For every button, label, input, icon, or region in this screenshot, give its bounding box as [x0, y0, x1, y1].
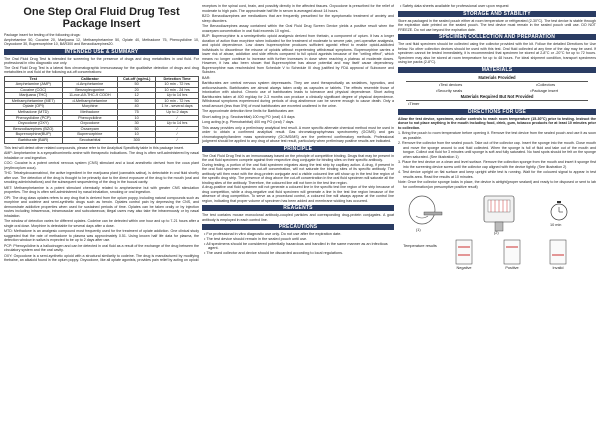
materials-required-heading: Materials Required But Not Provided — [406, 94, 588, 101]
test-device-icon — [476, 192, 522, 232]
calibrator-table-row — [5, 138, 199, 144]
table-cell: Barbiturate (BAR) — [5, 138, 63, 144]
table-cell: Methamphetamine (MET) — [5, 98, 63, 104]
precaution-item: • The used collector and device should be discarded according to local regulations. — [204, 251, 344, 256]
table-cell: 10 min - 24 hrs — [156, 87, 199, 93]
table-cell: Marijuana (THC) — [5, 93, 63, 99]
principle-text: The Oral Fluid Drug Test is an immunoassay based on the principle of competitive binding. Drugs that may be present in the oral fluid specimen compete against their respective drug conjugate for binding sites on their specific antibody. During testing, a portion of the oral fluid specimen migrates along the test strip by capillary action. A drug, if present in the oral fluid specimen below its cut-off concentration, will not saturate the binding sites of its specific antibody. The antibody will then react with the drug-protein conjugate and a visible coloured line will show up in the test line region of the specific drug strip. The presence of drug above the cut-off concentration in the oral fluid specimen will saturate all the binding sites of the antibody. Therefore, the coloured line will not form in the test line region. A drug-positive oral fluid specimen will not generate a coloured line in the specific test line region of the strip because of drug competition, while a drug-negative oral fluid specimen will generate a line in the test line region because of the absence of drug competition. To serve as a procedural control, a coloured line will always appear at the control line region, indicating that proper volume of specimen has been added and membrane wicking has occurred. — [202, 153, 394, 203]
body-paragraph: Short acting (e.g. Secobarbital) 100 mg PO (oral) 4.5 days — [202, 114, 295, 119]
table-cell: 12 — [118, 93, 156, 99]
table-cell: Amphetamine (AMP) — [5, 82, 63, 88]
table-cell: Buprenorphine — [62, 132, 118, 138]
precaution-item: • The test device should remain in the sealed pouch until use. — [204, 236, 308, 241]
table-cell: / — [156, 126, 199, 132]
specimen-heading: SPECIMEN COLLECTION AND PREPARATION — [398, 34, 596, 40]
table-cell: / — [156, 132, 199, 138]
illustration-2-label: (2) — [494, 231, 499, 236]
col-header: Detection Time — [156, 76, 199, 82]
body-paragraph: THC: Tetrahydrocannabinol, the active ingredient in the marijuana plant (cannabis sativa), is detectable in oral fluid shortly after use. The detection of the drug is thought to be primarily due to the direct exposure of the drug to the mouth (oral and smoking administrations) and the subsequent sequestering of the drug in the buccal cavity. — [4, 171, 199, 185]
column-1 — [4, 4, 199, 264]
body-paragraph: COC: Cocaine is a potent central nervous system (CNS) stimulant and a local anesthetic derived from the coca plant (erythroxylum coca). — [4, 161, 199, 170]
materials-required-row — [408, 101, 592, 107]
table-cell: 10 min - 72 hrs — [156, 98, 199, 104]
table-cell: 40 — [118, 104, 156, 110]
table-cell: 50 — [118, 98, 156, 104]
calibrator-table-row — [5, 82, 199, 88]
direction-step: Note: Once the collector sponge locks in place, the device is airtight(proper sealant) and ready to be disposed or sent to lab for confirmation(on presumptive positive result) — [398, 180, 596, 189]
table-cell: 20 — [118, 87, 156, 93]
body-paragraph: Long acting (e.g. Phenobarbital) 400 mg PO (oral) 7 days. — [202, 120, 295, 124]
direction-step: 2. Remove the collector from the sealed pouch. Take out of the collector cap. Insert the sponge into the mouth. Close mouth and move the sponge around to oral fluid collected. When the sponge is full of fluid and take out of the mouth and tongue. Collect oral fluid for 3 minutes until sponge is soft and fully saturated. No hard spots should be felt on the sponge when saturated. (See illustration 1) — [398, 141, 596, 159]
table-cell: 10 — [118, 115, 156, 121]
table-cell: d-Amphetamine — [62, 82, 118, 88]
column-3 — [398, 4, 596, 280]
table-cell: Up to 2 days — [156, 110, 199, 116]
safety-bullet: • Safety data sheets available for professional user upon request — [400, 4, 509, 8]
reagents-heading: REAGENTS — [202, 205, 394, 211]
invalid-label: Invalid — [552, 266, 564, 271]
precaution-item: • For professional in vitro diagnostic use only. Do not use after the expiration date. — [204, 232, 342, 236]
storage-text: Store as packaged in the sealed pouch either at room temperature or refrigerated (2-30°C). The test device is stable through the expiration date printed on the sealed pouch. The test device must remain in the sealed pouch until use. DO NOT FREEZE. Do not use beyond the expiration date. — [398, 18, 596, 32]
table-cell: / — [156, 138, 199, 144]
table-cell: Secobarbital — [62, 138, 118, 144]
materials-provided-heading: Materials Provided — [406, 75, 588, 82]
body-paragraph: BUP: Buprenorphine is a semisynthetic opioid analgesic derived from thebain, a component of opium. It has a longer duration of action than morphine when indicated for the treatment of moderate to severe pain, peri-operative analgesia, and opioid dependence. Low doses buprenorphine produces sufficient agonist effect to enable opioid-addicted individuals to discontinue the misuse of opioids without experiencing withdrawal symptoms. Buprenorphine carries a lower risk of abuse, addiction and side effects compared to full opioid agonists because of the "ceiling effect", which means no longer continue to increase with further increases in dose when reaching a plateau at moderate doses. However, it has also been shown that Buprenorphine has abuse potential and may itself cause dependency. Buprenorphine was rescheduled from Schedule V to Schedule III drug justified by FDA approval of Suboxone and Subutex. — [202, 34, 394, 74]
document-title: One Step Oral Fluid Drug Test Package Insert — [23, 6, 180, 30]
body-paragraph: The Benzodiazepines assay contained within the Oral Fluid Drug Screen Device yields a positive result when the oxazepam concentration in oral fluid exceeds 10 ng/mL. — [202, 24, 394, 33]
table-cell: Methadone — [62, 110, 118, 116]
collector-mouth-icon — [404, 194, 444, 228]
directions-heading: DIRECTIONS FOR USE — [398, 109, 596, 115]
table-cell: Up to 14 hrs — [156, 121, 199, 127]
calibrator-table-row — [5, 93, 199, 99]
table-cell: Methadone (MTD) — [5, 110, 63, 116]
calibrator-table-row — [5, 98, 199, 104]
calibrator-table — [4, 76, 199, 144]
table-cell: 30 — [118, 121, 156, 127]
body-paragraph: AMP: Amphetamine is a sympathomimetic amine with therapeutic indications. The drug is often self-administered by nasal inhalation or oral ingestion. — [4, 151, 199, 160]
reagents-text: The test contains mouse monoclonal antibody-coupled particles and corresponding drug-protein conjugates. A goat antibody is employed in each control line. — [202, 213, 394, 222]
body-paragraph: receptors in the spinal cord, brain, and possibly directly in the affected tissues. Oxycodone is prescribed for the relief of moderate to high pain. The approximate half life in serum is averaged about 14 hours. — [202, 4, 394, 13]
material-item: • Collectors — [536, 82, 555, 88]
material-item: • Package insert — [530, 88, 558, 94]
body-paragraph: MTD: Methadone is an analgesic compound most frequently used for the treatment of opiate addiction. One clinical study suggested that the rate of methadone to plasma was approximately 0.51. Using known half life data for plasma, the detection window in saliva is expected to be up to 2 days after use. — [4, 229, 199, 243]
timer-icon — [548, 200, 570, 222]
direction-step: 3. Place the test device on a clean and level surface. Remove the collection sponge from the mouth and insert it sponge first into the screening device screw until the collector cap aligned with the device tightly. (See illustration 2) — [398, 160, 596, 169]
col-header: Test — [5, 76, 63, 82]
table-cell: Oxycodone (OXY) — [5, 121, 63, 127]
materials-heading: MATERIALS — [398, 67, 596, 73]
timer-label: 10 min — [550, 223, 562, 228]
body-paragraph: OPI: The drug class opiates refers to any drug that is derived from the opium poppy, including natural compounds such as morphine and codeine and semi-synthetic drugs such as heroin. Opiates control pain by depressing the CNS, and demonstrate addictive properties when used for sustained periods of time. Opiates can be taken orally or by injection routes including intravenous, intramuscular and subcutaneous; illegal users may also take the intravenously or by nasal inhalation. — [4, 195, 199, 218]
precaution-item: • All specimens should be considered potentially hazardous and handled in the same manner as an infectious agent. — [204, 241, 388, 251]
body-paragraph: This test will detect other related compounds, please refer to the Analytical Specificity table in this package insert. — [4, 145, 184, 150]
negative-label: Negative — [456, 266, 472, 271]
table-cell: 75 — [118, 110, 156, 116]
positive-label: Positive — [505, 266, 519, 271]
storage-heading: STORAGE AND STABILITY — [398, 11, 596, 17]
col-header: Cut-off (ng/mL) — [118, 76, 156, 82]
table-cell: 50 — [118, 82, 156, 88]
intended-use-heading: INTENDED USE & SUMMARY — [4, 49, 199, 55]
table-cell: 1 hr - several days — [156, 104, 199, 110]
column-2 — [202, 4, 394, 256]
table-cell: 300 — [118, 138, 156, 144]
col-header: Calibrator — [62, 76, 118, 82]
direction-step: 4. Test device upright on flat surface and keep upright while test is running. Wait for the coloured signal to appear in test results area. Read the results at 10 minutes. — [398, 170, 596, 179]
material-item: • Test devices — [439, 82, 462, 88]
material-item: • Security seals — [436, 88, 462, 94]
table-cell: Phencyclidine — [62, 115, 118, 121]
table-cell: Benzodiazepines (BZO) — [5, 126, 63, 132]
direction-step: 1. Bring the pouch to room temperature before opening it. Remove the test device from the sealed pouch and use it as soon as possible. — [398, 131, 596, 140]
table-cell: Up to 14 hrs — [156, 93, 199, 99]
body-paragraph: The approximate detection time limits for Barbiturates are: — [202, 109, 295, 113]
body-paragraph: BZO: Benzodiazepines are medications that are frequently prescribed for the symptomatic treatment of anxiety and sleep disorders. — [202, 14, 394, 23]
table-cell: d-Methamphetamine — [62, 98, 118, 104]
body-paragraph: MET: Methamphetamine is a potent stimulant chemically related to amphetamine but with greater CNS stimulation properties. The drug is often self-administered by nasal inhalation, smoking or oral ingestion. — [4, 185, 199, 195]
table-cell: / — [156, 115, 199, 121]
intended-use-text: The Oral Fluid Drug Test is intended for screening for the presence of drugs and drug metabolites in oral fluid. For professional in vitro diagnostic use only. The Oral Fluid Drug Test is a lateral flow chromatographic immunoassay for the qualitative detection of drugs and drug metabolites in oral fluid at the following cut-off concentrations: — [4, 56, 199, 74]
precautions-heading: PRECAUTIONS — [202, 224, 394, 230]
material-item: • Timer — [408, 101, 419, 107]
table-cell: Oxazepam — [62, 126, 118, 132]
body-paragraph: This assay provides only a preliminary analytical test result. A more specific alternate chemical method must be used in order to obtain a confirmed analytical result. Gas chromatography/mass spectrometry (GC/MS) and gas chromatography/tandem mass spectrometry (GC/MS/MS) are the preferred confirmatory methods. Professional judgment should be applied to any drug of abuse test result, particularly when preliminary positive results are indicated. — [202, 125, 394, 143]
temperature-results-label: Temperature results — [403, 244, 437, 249]
table-cell: 50 — [118, 126, 156, 132]
body-paragraph: OXY: Oxycodone is a semi-synthetic opioid with a structural similarity to codeine. The drug is manufactured by modifying thebaine, an alkaloid found in the opium poppy. Oxycodone, like all opiate agonists, provides pain relief by acting on opioid — [4, 253, 199, 263]
body-paragraph: The window of detection varies for different opiates. Codeine can be detected within one hour and up to 7-21 hours after a single oral dose. Morphine is detectable for several days after a dose. — [4, 219, 199, 228]
table-cell: Phencyclidine (PCP) — [5, 115, 63, 121]
table-cell: Morphine — [62, 104, 118, 110]
illustration-area — [398, 192, 596, 280]
table-cell: Buprenorphine(BUP) — [5, 132, 63, 138]
principle-heading: PRINCIPLE — [202, 146, 394, 152]
table-cell: Opiate (OPI) — [5, 104, 63, 110]
table-cell: 11-nor-Δ9-THC-9 COOH — [62, 93, 118, 99]
body-paragraph: BAR: — [202, 75, 211, 80]
directions-intro: Allow the test device, specimen, and/or controls to reach room temperature (15-30°C) prior to testing. Instruct the donor to not place anything in the mouth including food, drink, gum, tobacco products for at least 10 minutes prior to collection. — [398, 116, 596, 130]
specimen-text: The oral fluid specimen should be collected using the collector provided with the kit. Follow the detailed Directions for Use below. No other collection devices should be used with this test. Oral fluid collected at any time of the day may be used. If specimen cannot be tested immediately, it is recommended that specimen be stored at 2-8°C or -20°C for up to 72 hours. Specimen may also be stored at room temperature for up to 48 hours. For ideal shipment condition, transport specimens using ice packs (2-8°C). — [398, 42, 596, 65]
body-paragraph: PCP: Phencyclidine is a hallucinogen and can be detected in oral fluid as a result of the exchange of the drug between the circulatory system and the oral cavity. — [4, 243, 199, 253]
body-paragraph: Barbiturates are central nervous system depressants. They are used therapeutically as sedatives, hypnotics, and anticonvulsants. Barbiturates are almost always taken orally as capsules or tablets. The effects resemble those of intoxication with alcohol. Chronic use of barbiturates leads to tolerance and physical dependence. Short acting Barbiturates taken at 400 mg/day for 2-3 months can produce a clinically significant degree of physical dependence. Withdrawal symptoms experienced during periods of drug abstinence can be severe enough to cause death. Only a small amount (less than 5%) of most barbiturates are excreted unaltered in the urine. — [202, 81, 394, 108]
table-cell: Benzoylecgonine — [62, 87, 118, 93]
table-cell: Cocaine (COC) — [5, 87, 63, 93]
table-cell: 10 min - 72 hrs — [156, 82, 199, 88]
table-cell: 10 — [118, 132, 156, 138]
table-cell: Oxycodone — [62, 121, 118, 127]
illustration-1-label: (1) — [416, 228, 421, 233]
calibrator-table-row — [5, 87, 199, 93]
intro-text: Package insert for testing of the following drugs: Amphetamine 50, Cocaine 20, Marijuana 12, Methamphetamine 50, Opiate 40, Methadone 75, Phencyclidine 10, Oxycodone 30, Buprenorphine 10, BAR300 and Benzodiazepines20. — [4, 33, 199, 46]
